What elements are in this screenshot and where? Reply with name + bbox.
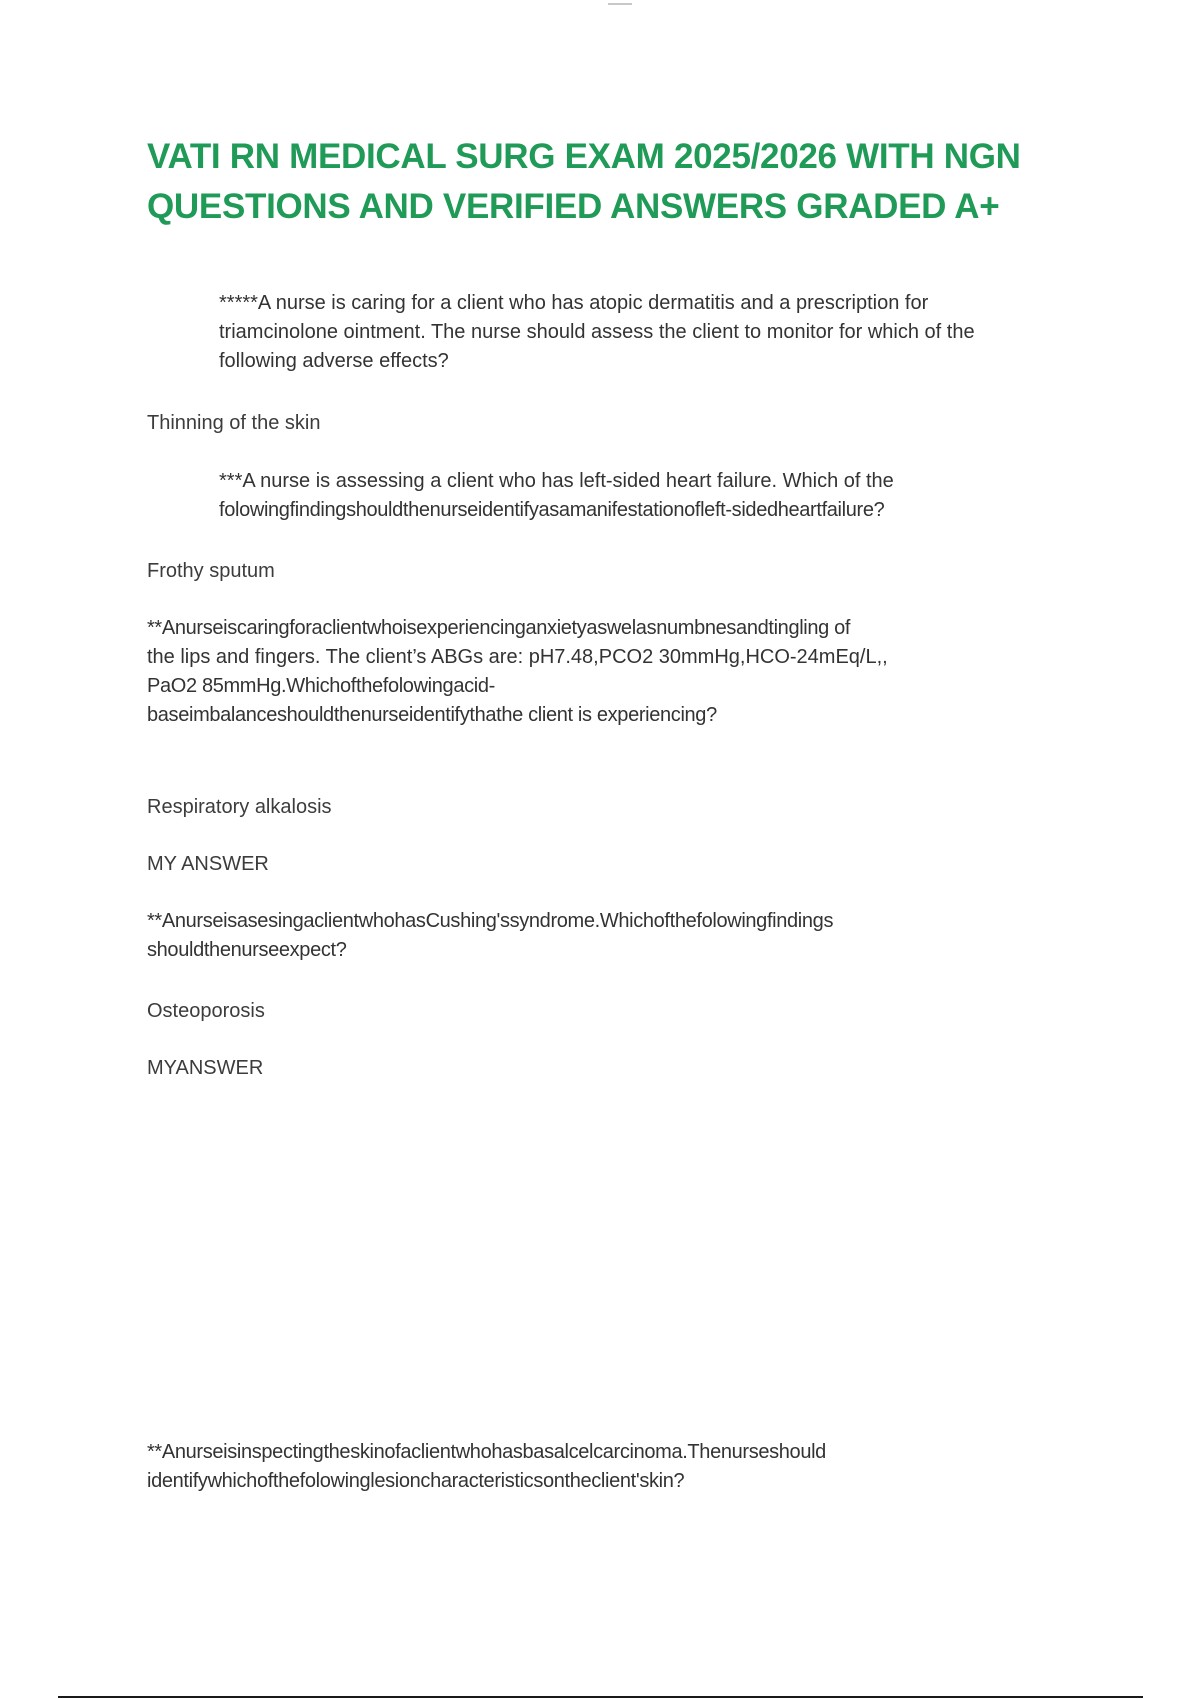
my-answer-label-1: MY ANSWER [147,853,269,875]
title-line: QUESTIONS AND VERIFIED ANSWERS GRADED A+ [147,187,1000,226]
question-2-line: folowingfindingshouldthenurseidentifyasamanifestationofleft-sidedheartfailure? [219,499,885,521]
question-3 [147,614,888,730]
question-1-line: *****A nurse is caring for a client who has atopic dermatitis and a prescription for [219,292,929,314]
question-3-line: the lips and fingers. The client’s ABGs are: pH7.48,PCO2 30mmHg,HCO-24mEq/L,, [147,646,888,668]
question-4-line: shouldthenurseexpect? [147,939,347,961]
answer-1: Thinning of the skin [147,412,321,434]
question-1 [219,289,975,376]
page-header-mark [608,3,632,5]
title-line: VATI RN MEDICAL SURG EXAM 2025/2026 WITH NGN [147,137,1021,176]
question-5-line: identifywhichofthefolowinglesioncharacteristicsontheclient'skin? [147,1470,685,1492]
question-5-line: **Anurseisinspectingtheskinofaclientwhohasbasalcelcarcinoma.Thenurseshould [147,1441,826,1463]
page-bottom-rule [58,1696,1143,1698]
question-4-line: **AnurseisasesingaclientwhohasCushing'ssyndrome.Whichofthefolowingfindings [147,910,834,932]
question-1-line: triamcinolone ointment. The nurse should assess the client to monitor for which of the [219,321,975,343]
question-2-line: ***A nurse is assessing a client who has left-sided heart failure. Which of the [219,470,894,492]
my-answer-label-2: MYANSWER [147,1057,264,1079]
document-title [147,132,1107,232]
question-3-line: PaO2 85mmHg.Whichofthefolowingacid- [147,675,495,697]
answer-4: Osteoporosis [147,1000,265,1022]
question-3-line: **Anurseiscaringforaclientwhoisexperiencinganxietyaswelasnumbnesandtingling of [147,617,851,639]
answer-3: Respiratory alkalosis [147,796,332,818]
question-3-line: baseimbalanceshouldthenurseidentifythathe client is experiencing? [147,704,717,726]
question-4 [147,907,833,965]
question-2 [219,467,894,525]
answer-2: Frothy sputum [147,560,275,582]
question-5 [147,1438,826,1496]
question-1-line: following adverse effects? [219,350,449,372]
